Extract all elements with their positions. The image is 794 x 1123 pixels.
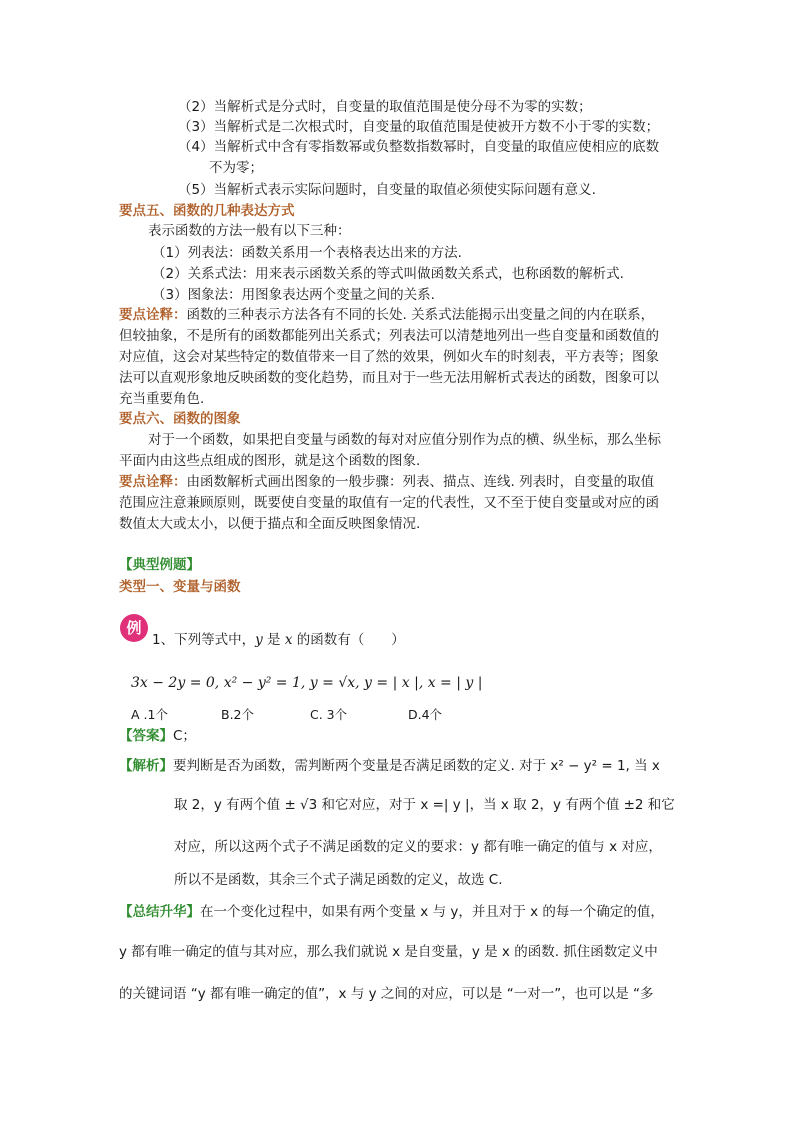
example-badge-icon — [119, 613, 149, 643]
analysis-line-1: 【解析】要判断是否为函数，需判断两个变量是否满足函数的定义. 对于 x² − y² = 1, 当 x — [119, 758, 660, 774]
section-5-heading: 要点五、函数的几种表达方式 — [119, 203, 295, 219]
answer-value: C； — [173, 728, 196, 744]
summary-line-3: 的关键词语 “y 都有唯一确定的值”，x 与 y 之间的对应，可以是 “一对一”，也可以是 “多 — [119, 986, 654, 1002]
option-b: B.2个 — [221, 707, 255, 722]
summary-label: 【总结升华】 — [119, 904, 200, 920]
condition-4-line-2: 不为零； — [209, 160, 263, 176]
question-formulas: 3x − 2y = 0, x² − y² = 1, y = √x, y = | x |, x = | y | — [131, 675, 483, 691]
option-c: C. 3个 — [310, 707, 348, 722]
condition-3: （3）当解析式是二次根式时，自变量的取值范围是使被开方数不小于零的实数； — [178, 119, 660, 135]
note-label: 要点诠释： — [119, 474, 187, 490]
analysis-line-4: 所以不是函数，其余三个式子满足函数的定义，故选 C. — [174, 872, 503, 888]
section-5-note-line-1: 要点诠释：函数的三种表示方法各有不同的长处. 关系式法能揭示出变量之间的内在联系， — [119, 307, 655, 323]
method-formula: （2）关系式法：用来表示函数关系的等式叫做函数关系式，也称函数的解析式. — [152, 266, 624, 282]
answer-line — [119, 727, 196, 745]
section-6-note-line-2: 范围应注意兼顾原则，既要使自变量的取值有一定的代表性，又不至于使自变量或对应的函 — [119, 495, 659, 511]
type-1-heading: 类型一、变量与函数 — [119, 579, 241, 595]
section-6-heading: 要点六、函数的图象 — [119, 411, 241, 427]
section-6-note-line-3: 数值太大或太小，以便于描点和全面反映图象情况. — [119, 516, 421, 532]
section-5-note-line-3: 对应值，这会对某些特定的数值带来一目了然的效果，例如火车的时刻表，平方表等；图象 — [119, 349, 659, 365]
method-table: （1）列表法：函数关系用一个表格表达出来的方法. — [152, 245, 462, 261]
option-a: A .1个 — [131, 707, 168, 722]
option-d: D.4个 — [408, 707, 443, 722]
question-1: 1、下列等式中，y 是 x 的函数有（ ） — [152, 632, 405, 648]
note-label: 要点诠释： — [119, 307, 187, 323]
examples-heading: 【典型例题】 — [119, 557, 200, 573]
condition-5: （5）当解析式表示实际问题时，自变量的取值必须使实际问题有意义. — [178, 182, 596, 198]
answer-label: 【答案】 — [119, 728, 173, 744]
section-5-note-line-4: 法可以直观形象地反映函数的变化趋势，而且对于一些无法用解析式表达的函数，图象可以 — [119, 370, 659, 386]
section-6-para-line-1: 对于一个函数，如果把自变量与函数的每对对应值分别作为点的横、纵坐标，那么坐标 — [148, 432, 661, 448]
analysis-line-3: 对应，所以这两个式子不满足函数的定义的要求：y 都有唯一确定的值与 x 对应， — [174, 839, 662, 855]
analysis-label: 【解析】 — [119, 758, 173, 774]
analysis-line-2: 取 2，y 有两个值 ± √3 和它对应，对于 x =| y |，当 x 取 2，y 有两个值 ±2 和它 — [174, 797, 675, 813]
summary-line-1: 【总结升华】在一个变化过程中，如果有两个变量 x 与 y，并且对于 x 的每一个确定的值， — [119, 904, 664, 920]
section-6-note-line-1: 要点诠释：由函数解析式画出图象的一般步骤：列表、描点、连线. 列表时，自变量的取值 — [119, 474, 655, 490]
summary-line-2: y 都有唯一确定的值与其对应，那么我们就说 x 是自变量，y 是 x 的函数. 抓住函数定义中 — [119, 944, 658, 960]
svg-text:例: 例 — [126, 619, 142, 637]
condition-4-line-1: （4）当解析式中含有零指数幂或负整数指数幂时，自变量的取值应使相应的底数 — [178, 139, 660, 155]
section-5-note-line-2: 但较抽象，不是所有的函数都能列出关系式；列表法可以清楚地列出一些自变量和函数值的 — [119, 328, 659, 344]
condition-2: （2）当解析式是分式时，自变量的取值范围是使分母不为零的实数； — [178, 99, 592, 115]
section-5-note-line-5: 充当重要角色. — [119, 391, 205, 407]
method-graph: （3）图象法：用图象表达两个变量之间的关系. — [152, 287, 435, 303]
section-6-para-line-2: 平面内由这些点组成的图形，就是这个函数的图象. — [119, 453, 421, 469]
section-5-intro: 表示函数的方法一般有以下三种： — [148, 223, 351, 239]
